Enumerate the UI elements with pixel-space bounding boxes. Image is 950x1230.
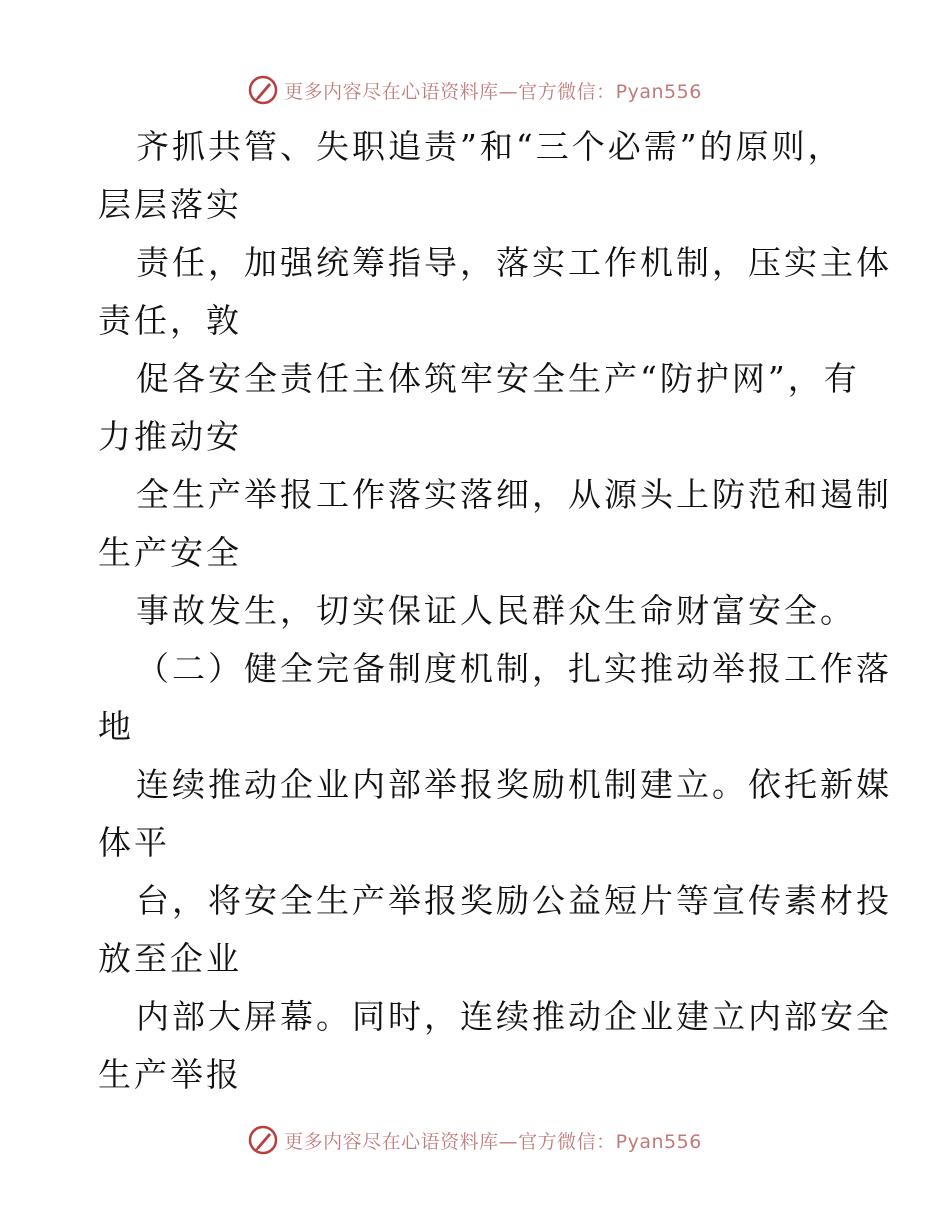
body-line: 生产安全	[98, 533, 242, 572]
body-line: 力推动安	[98, 417, 242, 456]
body-line: 责任，敦	[98, 301, 242, 340]
body-line: 体平	[98, 823, 170, 862]
footer-banner	[0, 1120, 950, 1160]
header-banner	[0, 70, 950, 110]
body-line: 台，将安全生产举报奖励公益短片等宣传素材投	[136, 881, 892, 920]
body-line: 放至企业	[98, 939, 242, 978]
section-heading-line: （二）健全完备制度机制，扎实推动举报工作落	[136, 649, 892, 688]
document-body	[98, 118, 892, 1104]
body-line: 连续推动企业内部举报奖励机制建立。依托新媒	[136, 765, 892, 804]
body-line: 齐抓共管、失职追责”和“三个必需”的原则，	[136, 127, 844, 166]
quill-pen-logo-icon	[248, 75, 278, 105]
header-banner-text: 更多内容尽在心语资料库—官方微信：Pyan556	[284, 80, 702, 103]
quill-pen-logo-icon	[248, 1125, 278, 1155]
body-line: 事故发生，切实保证人民群众生命财富安全。	[136, 591, 856, 630]
body-line: 生产举报	[98, 1055, 242, 1094]
section-heading-line: 地	[98, 707, 134, 746]
body-line: 内部大屏幕。同时，连续推动企业建立内部安全	[136, 997, 892, 1036]
body-line: 责任，加强统筹指导，落实工作机制，压实主体	[136, 243, 892, 282]
body-line: 层层落实	[98, 185, 242, 224]
body-line: 全生产举报工作落实落细，从源头上防范和遏制	[136, 475, 892, 514]
body-line: 促各安全责任主体筑牢安全生产“防护网”，有	[136, 359, 860, 398]
footer-banner-text: 更多内容尽在心语资料库—官方微信：Pyan556	[284, 1130, 702, 1153]
